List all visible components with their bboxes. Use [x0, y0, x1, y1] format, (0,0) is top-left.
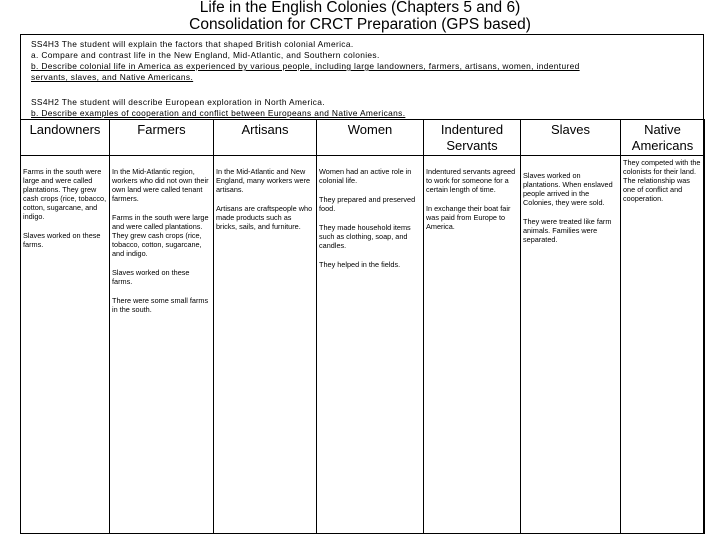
- note: In exchange their boat fair was paid from Europe to America.: [426, 204, 511, 231]
- note: They competed with the colonists for their land. The relationship was one of conflict and cooperation.: [623, 158, 701, 203]
- column-header-native-americans: Native Americans: [621, 120, 705, 156]
- note: They were treated like farm animals. Families were separated.: [523, 217, 612, 244]
- note: Artisans are craftspeople who made products such as bricks, sails, and furniture.: [216, 204, 313, 231]
- cell-women: [317, 156, 424, 534]
- note: Slaves worked on plantations. When enslaved people arrived in the Colonies, they were sold.: [523, 171, 613, 207]
- column-header-slaves: Slaves: [521, 120, 621, 156]
- standard-ss4h2: SS4H2 The student will describe European exploration in North America.: [31, 97, 325, 107]
- column-header-farmers: Farmers: [110, 120, 214, 156]
- note: Slaves worked on these farms.: [112, 268, 190, 286]
- standard-ss4h2-b: b. Describe examples of cooperation and conflict between Europeans and Native Americans.: [31, 108, 406, 118]
- note: They made household items such as clothing, soap, and candles.: [319, 223, 411, 250]
- note: Indentured servants agreed to work for someone for a certain length of time.: [426, 167, 516, 194]
- note: There were some small farms in the south.: [112, 296, 209, 314]
- page-title: Life in the English Colonies (Chapters 5 and 6): [199, 0, 521, 16]
- note: They helped in the fields.: [319, 260, 401, 269]
- column-header-artisans: Artisans: [214, 120, 317, 156]
- table-header-row: [21, 120, 705, 156]
- column-header-indentured-servants: Indentured Servants: [424, 120, 521, 156]
- cell-slaves: [521, 156, 621, 534]
- cell-indentured-servants: [424, 156, 521, 534]
- column-header-women: Women: [317, 120, 424, 156]
- cell-artisans: [214, 156, 317, 534]
- column-header-landowners: Landowners: [21, 120, 110, 156]
- note: In the Mid-Atlantic and New England, many workers were artisans.: [216, 167, 311, 194]
- note: Farms in the south were large and were called plantations. They grew cash crops (rice, tobacco, cotton, sugarcane, and indigo.: [23, 167, 107, 221]
- note: They prepared and preserved food.: [319, 195, 416, 213]
- page-subtitle: Consolidation for CRCT Preparation (GPS based): [189, 16, 531, 33]
- note: Slaves worked on these farms.: [23, 231, 101, 249]
- note: Women had an active role in colonial life.: [319, 167, 412, 185]
- cell-native-americans: [621, 156, 705, 534]
- standard-ss4h3-b-line1: b. Describe colonial life in America as experienced by various people, including large landowners, farmers, artisans, women, indentured: [31, 61, 580, 71]
- standard-ss4h3-a: a. Compare and contrast life in the New England, Mid-Atlantic, and Southern colonies.: [31, 50, 380, 60]
- cell-landowners: [21, 156, 110, 534]
- cell-farmers: [110, 156, 214, 534]
- table-notes-row: [21, 156, 705, 534]
- standard-ss4h3: SS4H3 The student will explain the factors that shaped British colonial America.: [31, 39, 354, 49]
- note: In the Mid-Atlantic region, workers who did not own their own land were called tenant farmers.: [112, 167, 209, 203]
- colonial-life-table: [20, 119, 705, 534]
- standard-ss4h3-b-line2: servants, slaves, and Native Americans.: [31, 72, 194, 82]
- note: Farms in the south were large and were called plantations. They grew cash crops (rice, tobacco, cotton, sugarcane, and indigo.: [112, 213, 209, 258]
